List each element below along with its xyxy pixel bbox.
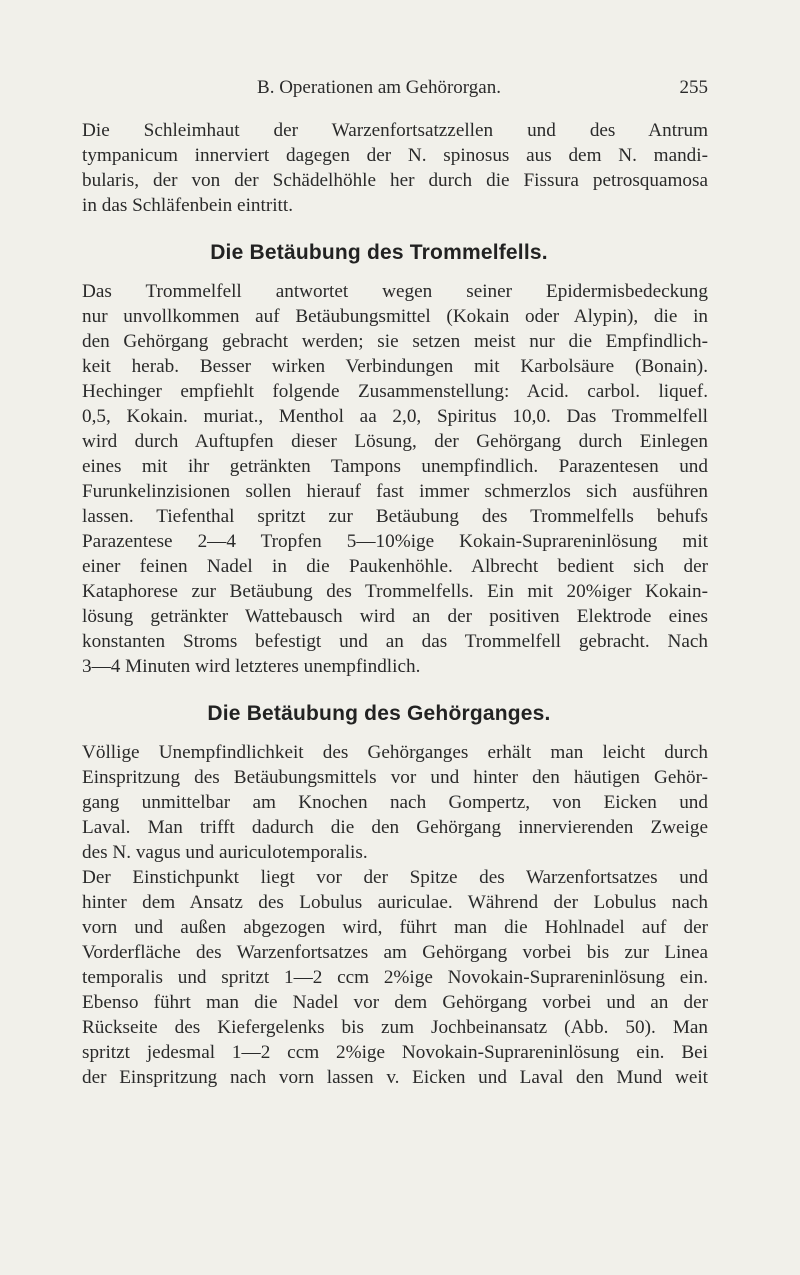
page-header (50, 76, 708, 100)
text-line: in das Schläfenbein eintritt. (82, 195, 294, 216)
text-line: Das Trommelfell antwortet wegen seiner Epidermisbedeckung (82, 281, 708, 302)
text-line: tympanicum innerviert dagegen der N. spinosus aus dem N. mandi- (82, 145, 708, 166)
paragraph-gehoerganges (50, 740, 708, 865)
text-line: Die Schleimhaut der Warzenfortsatzzellen und des Antrum (82, 120, 708, 141)
text-line: wird durch Auftupfen dieser Lösung, der Gehörgang durch Einlegen (82, 431, 708, 452)
text-line: der Einspritzung nach vorn lassen v. Eicken und Laval den Mund weit (82, 1067, 708, 1088)
text-line: Völlige Unempfindlichkeit des Gehörganges erhält man leicht durch (82, 742, 708, 763)
text-line: keit herab. Besser wirken Verbindungen mit Karbolsäure (Bonain). (82, 356, 708, 377)
page-number: 255 (679, 77, 708, 98)
text-line: den Gehörgang gebracht werden; sie setzen meist nur die Empfindlich- (82, 331, 708, 352)
text-line: Vorderfläche des Warzenfortsatzes am Gehörgang vorbei bis zur Linea (82, 942, 708, 963)
text-line: 0,5, Kokain. muriat., Menthol aa 2,0, Spiritus 10,0. Das Trommelfell (82, 406, 708, 427)
paragraph-einstichpunkt (50, 865, 708, 1090)
text-line: Laval. Man trifft dadurch die den Gehörgang innervierenden Zweige (82, 817, 708, 838)
text-line: konstanten Stroms befestigt und an das Trommelfell gebracht. Nach (82, 631, 708, 652)
paragraph-schleimhaut (50, 118, 708, 218)
text-line: bularis, der von der Schädelhöhle her durch die Fissura petrosquamosa (82, 170, 708, 191)
text-line: nur unvollkommen auf Betäubungsmittel (Kokain oder Alypin), die in (82, 306, 708, 327)
text-line: Rückseite des Kiefergelenks bis zum Jochbeinansatz (Abb. 50). Man (82, 1017, 708, 1038)
text-line: eines mit ihr getränkten Tampons unempfindlich. Parazentesen und (82, 456, 708, 477)
section-heading-gehoerganges: Die Betäubung des Gehörganges. (207, 702, 551, 725)
text-line: des N. vagus und auriculotemporalis. (82, 842, 368, 863)
text-line: Einspritzung des Betäubungsmittels vor und hinter den häutigen Gehör- (82, 767, 708, 788)
text-line: 3—4 Minuten wird letzteres unempfindlich. (82, 656, 421, 677)
text-line: vorn und außen abgezogen wird, führt man die Hohlnadel auf der (82, 917, 708, 938)
page-body (50, 118, 708, 1090)
text-line: lassen. Tiefenthal spritzt zur Betäubung des Trommelfells behufs (82, 506, 708, 527)
paragraph-trommelfell (50, 279, 708, 679)
text-line: gang unmittelbar am Knochen nach Gompertz, von Eicken und (82, 792, 708, 813)
text-line: Kataphorese zur Betäubung des Trommelfells. Ein mit 20%iger Kokain- (82, 581, 708, 602)
text-line: Ebenso führt man die Nadel vor dem Gehörgang vorbei und an der (82, 992, 708, 1013)
section-heading-trommelfell: Die Betäubung des Trommelfells. (210, 241, 548, 264)
text-line: Furunkelinzisionen sollen hierauf fast immer schmerzlos sich ausführen (82, 481, 708, 502)
text-line: spritzt jedesmal 1—2 ccm 2%ige Novokain-Suprareninlösung ein. Bei (82, 1042, 708, 1063)
text-line: lösung getränkter Wattebausch wird an der positiven Elektrode eines (82, 606, 708, 627)
text-line: Parazentese 2—4 Tropfen 5—10%ige Kokain-Suprareninlösung mit (82, 531, 708, 552)
text-line: Der Einstichpunkt liegt vor der Spitze des Warzenfortsatzes und (82, 867, 708, 888)
text-line: temporalis und spritzt 1—2 ccm 2%ige Novokain-Suprareninlösung ein. (82, 967, 708, 988)
running-head: B. Operationen am Gehörorgan. (257, 77, 501, 98)
text-line: Hechinger empfiehlt folgende Zusammenstellung: Acid. carbol. liquef. (82, 381, 708, 402)
text-line: hinter dem Ansatz des Lobulus auriculae. Während der Lobulus nach (82, 892, 708, 913)
text-line: einer feinen Nadel in die Paukenhöhle. Albrecht bedient sich der (82, 556, 708, 577)
